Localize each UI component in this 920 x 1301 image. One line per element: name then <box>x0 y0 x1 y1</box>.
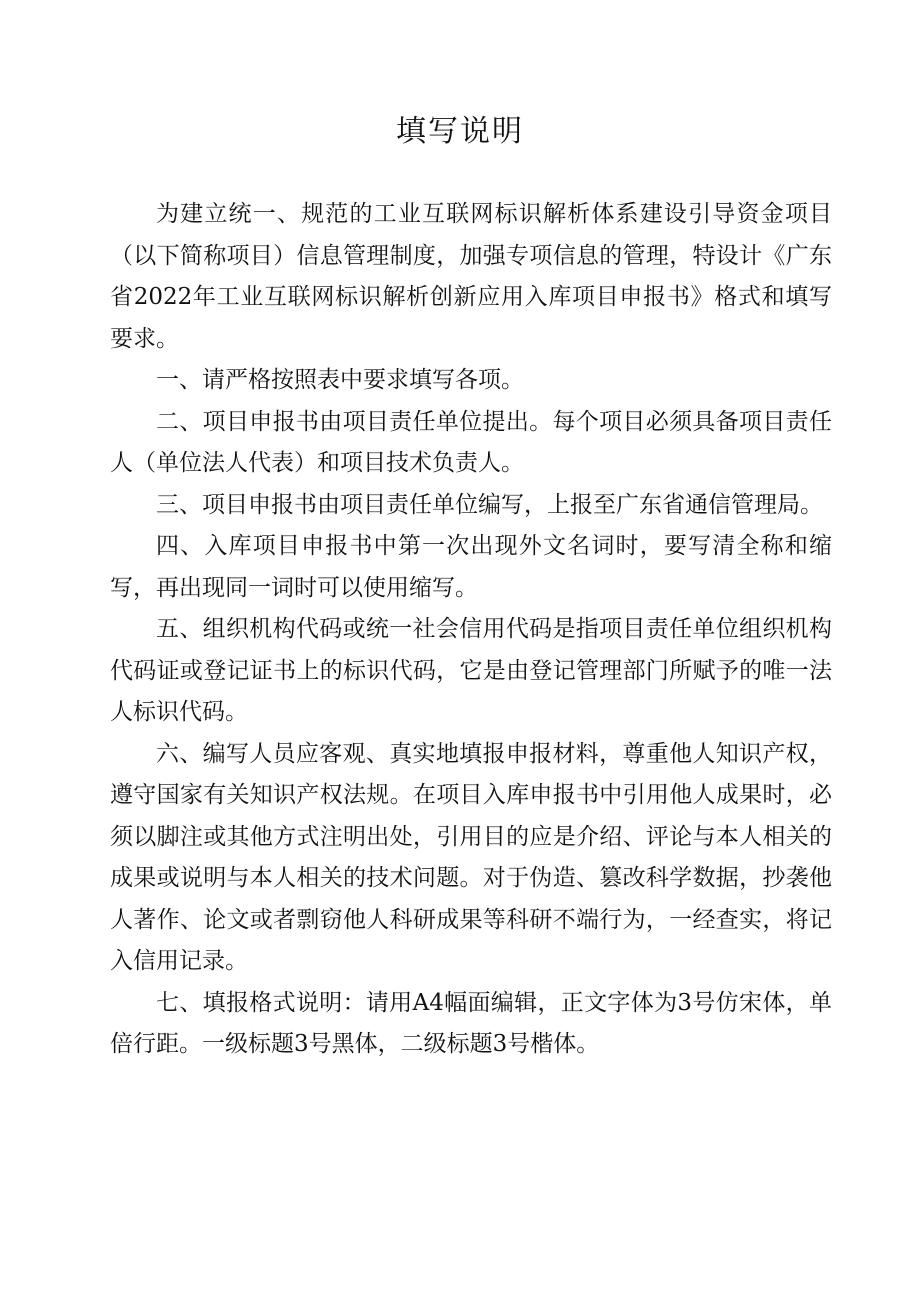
paragraph-item-1: 一、请严格按照表中要求填写各项。 <box>156 367 524 393</box>
paragraph-item-4: 四、入库项目申报书中第一次出现外文名词时，要写清全称和缩写，再出现同一词时可以使用缩写。 <box>110 533 832 601</box>
paragraph-intro: 为建立统一、规范的工业互联网标识解析体系建设引导资金项目（以下简称项目）信息管理制度，加强专项信息的管理，特设计《广东省2022年工业互联网标识解析创新应用入库项目申报书》格式和填写要求。 <box>110 201 832 352</box>
instructions-body <box>110 194 832 1066</box>
paragraph-item-7: 七、填报格式说明：请用A4幅面编辑，正文字体为3号仿宋体，单倍行距。一级标题3号黑体，二级标题3号楷体。 <box>110 989 832 1057</box>
paragraph-item-2: 二、项目申报书由项目责任单位提出。每个项目必须具备项目责任人（单位法人代表）和项目技术负责人。 <box>110 408 832 476</box>
paragraph-item-5: 五、组织机构代码或统一社会信用代码是指项目责任单位组织机构代码证或登记证书上的标识代码，它是由登记管理部门所赋予的唯一法人标识代码。 <box>110 616 832 725</box>
paragraph-item-3: 三、项目申报书由项目责任单位编写，上报至广东省通信管理局。 <box>156 491 823 518</box>
page-title: 填写说明 <box>396 114 524 149</box>
paragraph-item-6: 六、编写人员应客观、真实地填报申报材料，尊重他人知识产权，遵守国家有关知识产权法规。在项目入库申报书中引用他人成果时，必须以脚注或其他方式注明出处，引用目的应是介绍、评论与本人相关的成果或说明与本人相关的技术问题。对于伪造、篡改科学数据，抄袭他人著作、论文或者剽窃他人科研成果等科研不端行为，一经查实，将记入信用记录。 <box>110 740 832 974</box>
